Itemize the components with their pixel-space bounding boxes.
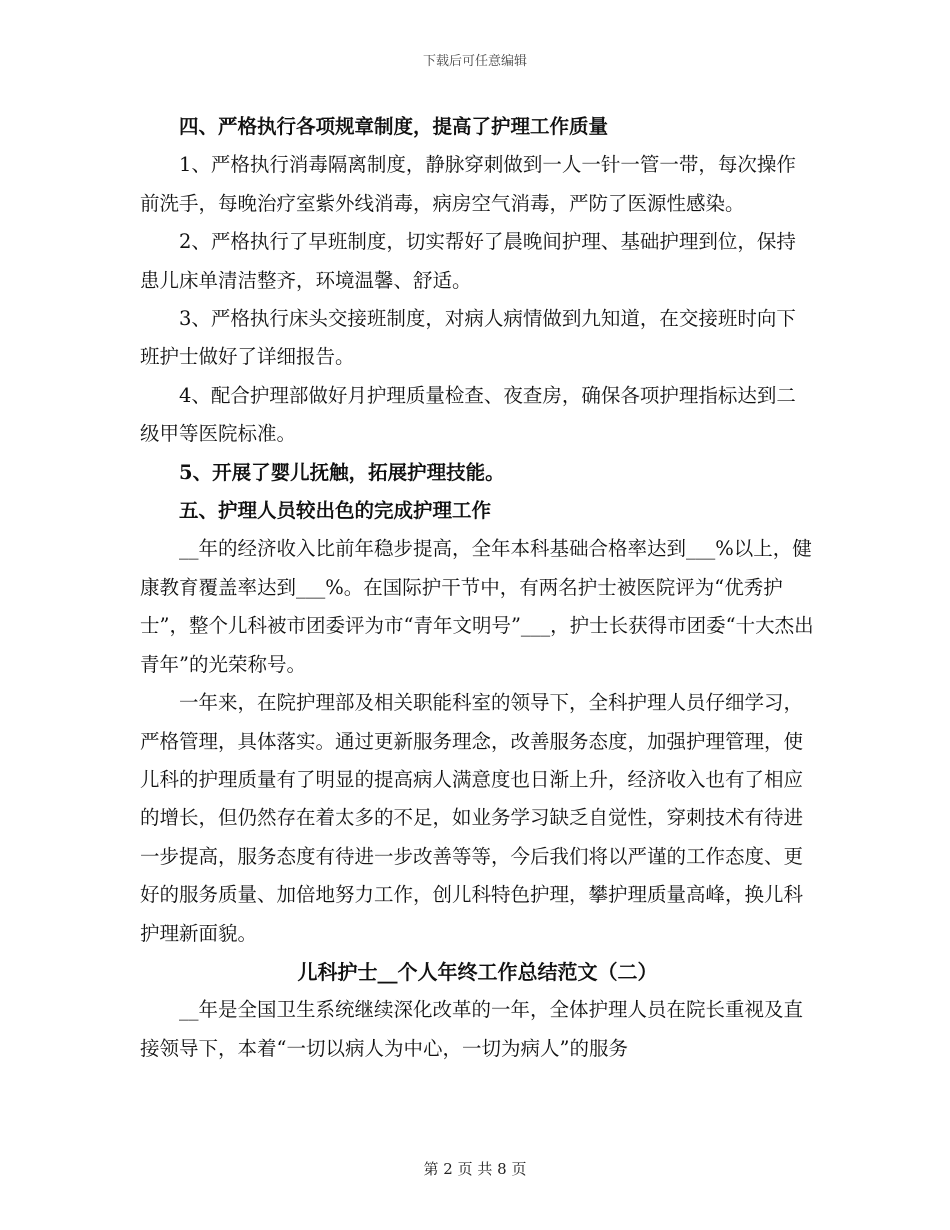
- list-item-2: 2、严格执行了早班制度，切实帮好了晨晚间护理、基础护理到位，保持患儿床单清洁整齐，环境温馨、舒适。: [140, 230, 796, 292]
- paragraph-income: __年的经济收入比前年稳步提高，全年本科基础合格率达到___%以上，健康教育覆盖率达到___%。在国际护干节中，有两名护士被医院评为“优秀护士”，整个儿科被市团委评为市“青年文明号”___，护士长获得市团委“十大杰出青年”的光荣称号。: [140, 537, 814, 676]
- section-heading-4: 四、严格执行各项规章制度，提高了护理工作质量: [179, 115, 609, 138]
- page-header: 下载后可任意编辑: [422, 54, 527, 69]
- document-body: [140, 108, 815, 1068]
- list-item-3: 3、严格执行床头交接班制度，对病人病情做到九知道，在交接班时向下班护士做好了详细报告。: [140, 307, 796, 369]
- list-item-1: 1、严格执行消毒隔离制度，静脉穿刺做到一人一针一管一带，每次操作前洗手，每晚治疗室紫外线消毒，病房空气消毒，严防了医源性感染。: [140, 153, 796, 215]
- section-heading-5: 五、护理人员较出色的完成护理工作: [179, 499, 492, 523]
- list-item-5: 5、开展了婴儿抚触，拓展护理技能。: [179, 460, 505, 484]
- paragraph-intro: __年是全国卫生系统继续深化改革的一年，全体护理人员在院长重视及直接领导下，本着“一切以病人为中心，一切为病人”的服务: [140, 998, 804, 1060]
- list-item-4: 4、配合护理部做好月护理质量检查、夜查房，确保各项护理指标达到二级甲等医院标准。: [140, 383, 796, 446]
- document-title-2: 儿科护士__个人年终工作总结范文（二）: [297, 959, 658, 984]
- paragraph-summary: 一年来，在院护理部及相关职能科室的领导下，全科护理人员仔细学习，严格管理，具体落实。通过更新服务理念，改善服务态度，加强护理管理，使儿科的护理质量有了明显的提高病人满意度也日渐上升，经济收入也有了相应的增长，但仍然存在着太多的不足，如业务学习缺乏自觉性，穿刺技术有待进一步提高，服务态度有待进一步改善等等，今后我们将以严谨的工作态度、更好的服务质量、加倍地努力工作，创儿科特色护理，攀护理质量高峰，换儿科护理新面貌。: [140, 691, 804, 945]
- page-number: 第 2 页 共 8 页: [423, 1160, 527, 1178]
